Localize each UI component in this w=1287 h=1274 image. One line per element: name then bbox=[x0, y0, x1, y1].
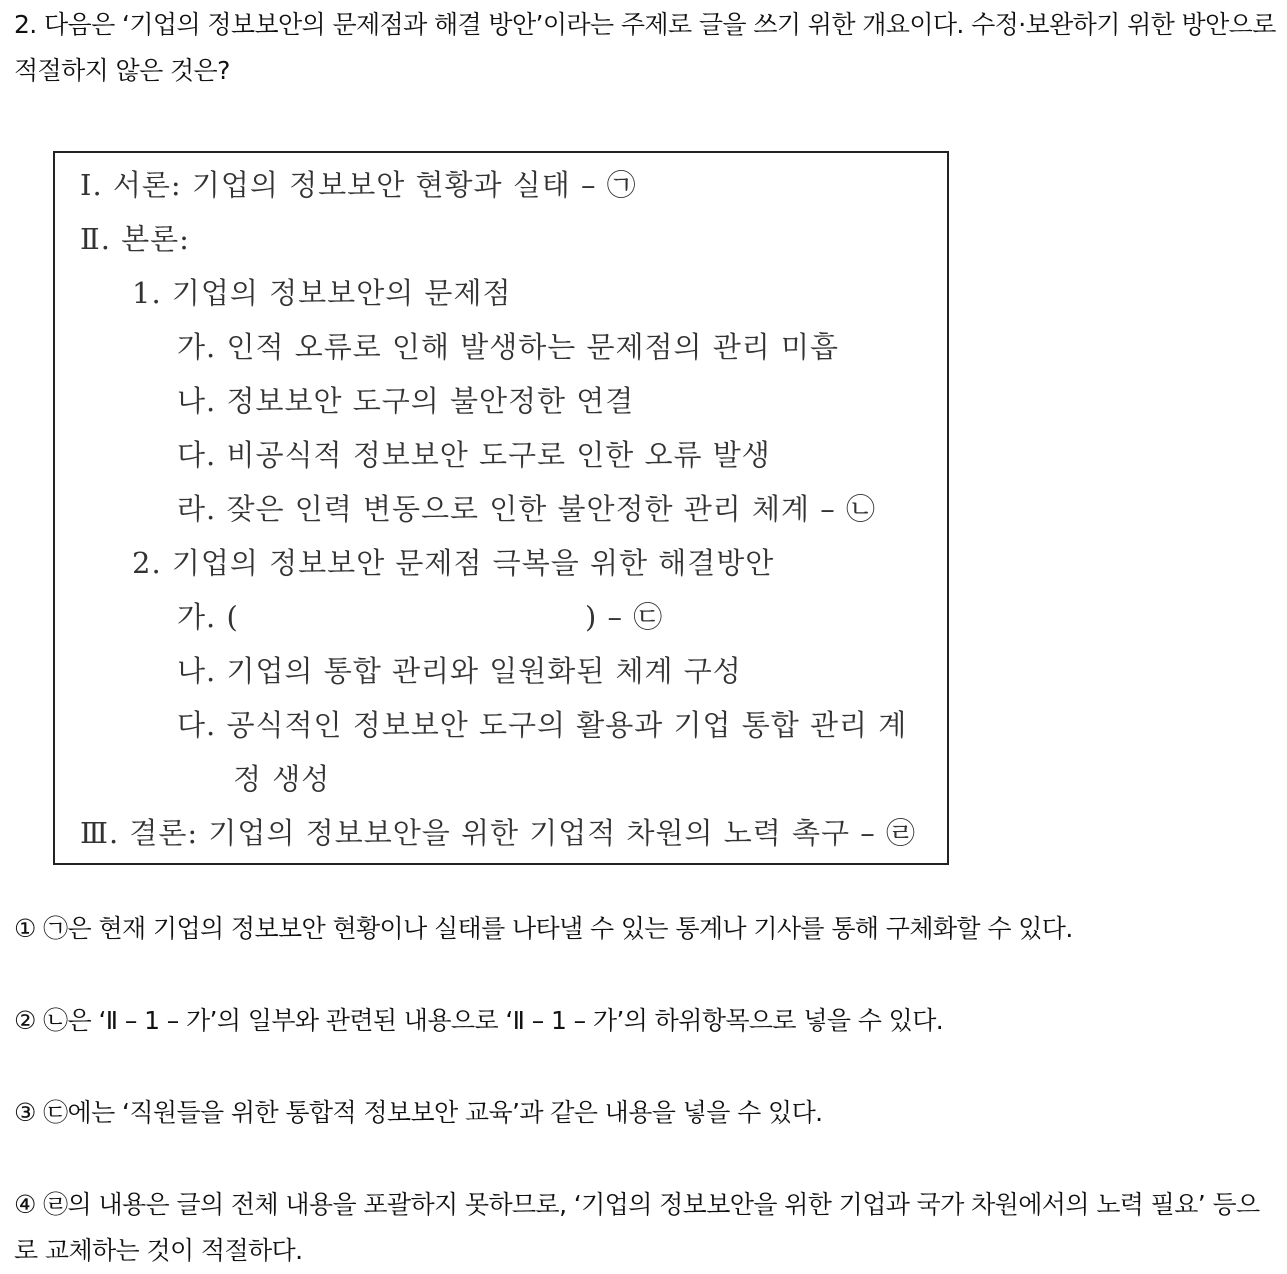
outline-section2-title: 2. 기업의 정보보안 문제점 극복을 위한 해결방안 bbox=[132, 546, 775, 580]
question-text: 2. 다음은 ‘기업의 정보보안의 문제점과 해결 방안’이라는 주제로 글을 쓰기 위한 개요이다. 수정·보완하기 위한 방안으로 적절하지 않은 것은? bbox=[14, 10, 1276, 85]
outline-section2-item-c-line1: 다. 공식적인 정보보안 도구의 활용과 기업 통합 관리 계 bbox=[177, 708, 908, 742]
outline-section1-item-a: 가. 인적 오류로 인해 발생하는 문제점의 관리 미흡 bbox=[177, 330, 840, 364]
outline-intro: Ⅰ. 서론: 기업의 정보보안 현황과 실태 – ㉠ bbox=[80, 168, 637, 202]
outline-section1-item-d: 라. 잦은 인력 변동으로 인한 불안정한 관리 체계 – ㉡ bbox=[177, 492, 876, 526]
option-4[interactable]: ④ ㉣의 내용은 글의 전체 내용을 포괄하지 못하므로, ‘기업의 정보보안을 위한 기업과 국가 차원에서의 노력 필요’ 등으로 교체하는 것이 적절하다. bbox=[14, 1190, 1260, 1265]
option-3[interactable]: ③ ㉢에는 ‘직원들을 위한 통합적 정보보안 교육’과 같은 내용을 넣을 수 있다. bbox=[14, 1098, 823, 1127]
outline-section1-item-c: 다. 비공식적 정보보안 도구로 인한 오류 발생 bbox=[177, 438, 771, 472]
outline-section1-item-b: 나. 정보보안 도구의 불안정한 연결 bbox=[177, 384, 635, 418]
outline-conclusion: Ⅲ. 결론: 기업의 정보보안을 위한 기업적 차원의 노력 촉구 – ㉣ bbox=[80, 816, 916, 850]
option-1[interactable]: ① ㉠은 현재 기업의 정보보안 현황이나 실태를 나타낼 수 있는 통계나 기사를 통해 구체화할 수 있다. bbox=[14, 914, 1073, 943]
option-2[interactable]: ② ㉡은 ‘Ⅱ – 1 – 가’의 일부와 관련된 내용으로 ‘Ⅱ – 1 – 가’의 하위항목으로 넣을 수 있다. bbox=[14, 1006, 944, 1035]
outline-body-heading: Ⅱ. 본론: bbox=[80, 222, 190, 256]
outline-section1-title: 1. 기업의 정보보안의 문제점 bbox=[132, 276, 512, 310]
outline-section2-item-a-open: 가. ( bbox=[177, 600, 239, 634]
outline-section2-item-a-close: ) – ㉢ bbox=[585, 600, 664, 634]
outline-section2-item-c-line2: 정 생성 bbox=[233, 762, 331, 796]
outline-section2-item-b: 나. 기업의 통합 관리와 일원화된 체계 구성 bbox=[177, 654, 742, 688]
outline-box bbox=[53, 151, 949, 865]
